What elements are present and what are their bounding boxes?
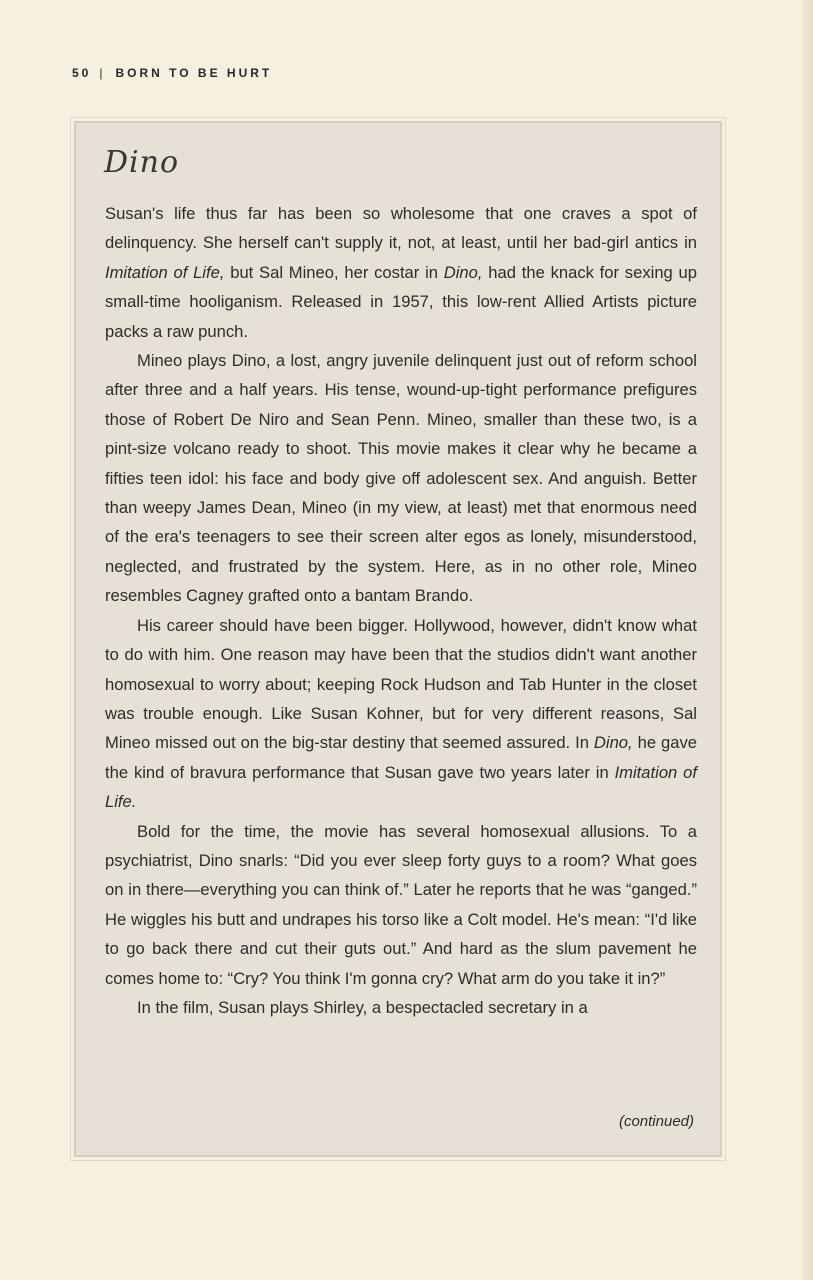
paragraph-text: had the knack for sexing up small-time hooliganism. Released in 1957, this low-rent Allied Artists picture packs a raw punch. — [105, 262, 697, 341]
sidebar-title: Dino — [104, 145, 180, 180]
paragraph-text: he gave the kind of bravura performance that Susan gave two years later in — [105, 733, 697, 782]
paragraph-text: but Sal Mineo, her costar in — [224, 262, 444, 282]
paragraph-text: In the film, Susan plays Shirley, a bespectacled secretary in a — [137, 997, 588, 1017]
sidebar-paragraph — [105, 611, 697, 817]
paragraph-text: Susan's life thus far has been so wholesome that one craves a spot of delinquency. She herself can't supply it, not, at least, until her bad-girl antics in — [105, 204, 697, 253]
sidebar-paragraph — [105, 199, 697, 346]
italic-title-text: Dino, — [443, 262, 483, 282]
italic-title-text: Imitation of Life. — [105, 762, 697, 812]
sidebar-box — [74, 121, 722, 1157]
italic-title-text: Dino, — [593, 733, 633, 753]
paragraph-text: Mineo plays Dino, a lost, angry juvenile delinquent just out of reform school after three and a half years. His tense, wound-up-tight performance prefigures those of Robert De Niro and Sean Penn. Mineo, smaller than these two, is a pint-size volcano ready to shoot. This movie makes it clear why he became a fifties teen idol: his face and body give off adolescent sex. And anguish. Better than weepy James Dean, Mineo (in my view, at least) met that enormous need of the era's teenagers to see their screen alter egos as lonely, misunderstood, neglected, and frustrated by the system. Here, as in no other role, Mineo resembles Cagney grafted onto a bantam Brando. — [105, 351, 697, 606]
sidebar-paragraph — [105, 993, 697, 1022]
sidebar-paragraph — [105, 817, 697, 993]
sidebar-body — [105, 199, 697, 1022]
continued-note: (continued) — [618, 1113, 694, 1130]
running-head — [72, 66, 272, 80]
header-separator: | — [99, 66, 106, 80]
paragraph-text: Bold for the time, the movie has several homosexual allusions. To a psychiatrist, Dino snarls: “Did you ever sleep forty guys to a room? What goes on in there—everything you can think of.” Later he reports that he was “ganged.” He wiggles his butt and undrapes his torso like a Colt model. He's mean: “I'd like to go back there and cut their guts out.” And hard as the slum pavement he comes home to: “Cry? You think I'm gonna cry? What arm do you take it in?” — [105, 821, 697, 988]
italic-title-text: Imitation of Life, — [105, 262, 225, 282]
sidebar-paragraph — [105, 346, 697, 611]
page-edge — [803, 0, 813, 1280]
paragraph-text: His career should have been bigger. Hollywood, however, didn't know what to do with him. One reason may have been that the studios didn't want another homosexual to worry about; keeping Rock Hudson and Tab Hunter in the closet was trouble enough. Like Susan Kohner, but for very different reasons, Sal Mineo missed out on the big-star destiny that seemed assured. In — [105, 615, 697, 753]
book-title: BORN TO BE HURT — [115, 66, 273, 80]
page-number: 50 — [72, 66, 92, 80]
